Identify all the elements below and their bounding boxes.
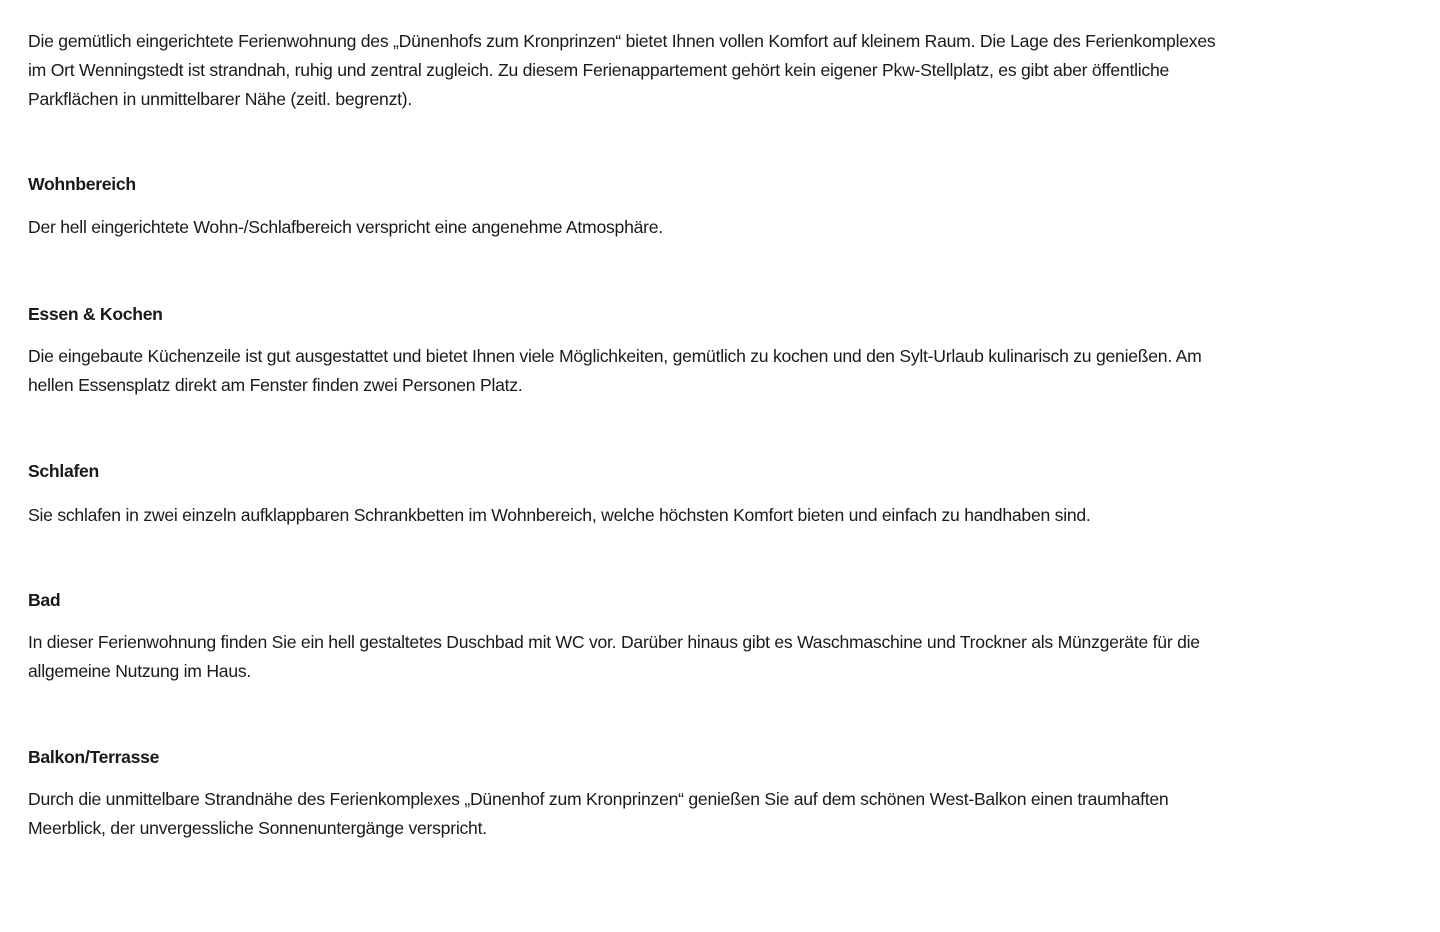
text-line: Durch die unmittelbare Strandnähe des Ferienkomplexes „Dünenhof zum Kronprinzen“ genießen Sie auf dem schönen West-Balkon einen traumhaften — [28, 789, 1169, 809]
text-line: Der hell eingerichtete Wohn-/Schlafbereich verspricht eine angenehme Atmosphäre. — [28, 217, 663, 237]
text-line: hellen Essensplatz direkt am Fenster finden zwei Personen Platz. — [28, 375, 523, 395]
text-line: Die eingebaute Küchenzeile ist gut ausgestattet und bietet Ihnen viele Möglichkeiten, gemütlich zu kochen und den Sylt-Urlaub kulinarisch zu genießen. Am — [28, 346, 1202, 366]
text-line: Parkflächen in unmittelbarer Nähe (zeitl. begrenzt). — [28, 89, 413, 109]
text-line: Sie schlafen in zwei einzeln aufklappbaren Schrankbetten im Wohnbereich, welche höchsten Komfort bieten und einfach zu handhaben sind. — [28, 505, 1091, 525]
section-bad — [28, 586, 1200, 686]
section-heading: Schlafen — [28, 461, 99, 481]
section-balkon-terrasse — [28, 743, 1168, 843]
section-heading: Balkon/Terrasse — [28, 747, 160, 767]
intro-paragraph — [28, 27, 1215, 114]
section-wohnbereich — [28, 170, 663, 242]
text-line: In dieser Ferienwohnung finden Sie ein hell gestaltetes Duschbad mit WC vor. Darüber hinaus gibt es Waschmaschine und Trockner als Münzgeräte für die — [28, 632, 1200, 652]
section-heading: Bad — [28, 590, 61, 610]
section-heading: Essen & Kochen — [28, 304, 163, 324]
text-line: Meerblick, der unvergessliche Sonnenuntergänge verspricht. — [28, 818, 487, 838]
text-line: im Ort Wenningstedt ist strandnah, ruhig und zentral zugleich. Zu diesem Ferienappartement gehört kein eigener Pkw-Stellplatz, es gibt aber öffentliche — [28, 60, 1170, 80]
section-heading: Wohnbereich — [28, 174, 136, 194]
text-line: Die gemütlich eingerichtete Ferienwohnung des „Dünenhofs zum Kronprinzen“ bietet Ihnen vollen Komfort auf kleinem Raum. Die Lage des Ferienkomplexes — [28, 31, 1216, 51]
text-line: allgemeine Nutzung im Haus. — [28, 661, 252, 681]
section-essen-kochen — [28, 300, 1202, 400]
section-schlafen — [28, 457, 1091, 530]
